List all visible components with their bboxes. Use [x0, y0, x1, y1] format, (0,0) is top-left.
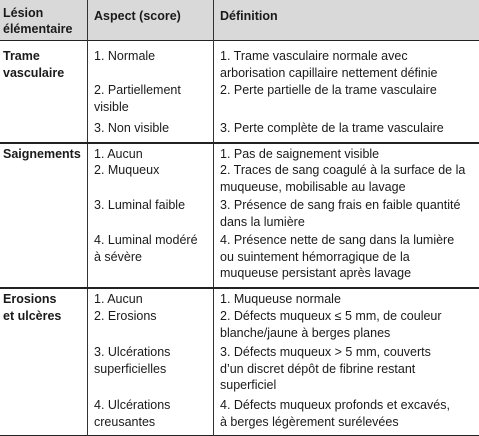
aspect-score: creusantes	[94, 414, 156, 429]
definition-text: 2. Traces de sang coagulé à la surface de la	[220, 163, 466, 177]
header-definition: Définition	[220, 9, 278, 23]
header-lesion-line2: élémentaire	[3, 22, 73, 36]
aspect-score: superficielles	[94, 361, 167, 376]
aspect-score: 3. Ulcérations	[94, 345, 171, 359]
section-divider	[0, 142, 479, 144]
section-divider	[0, 287, 479, 289]
definition-text: 2. Défects muqueux ≤ 5 mm, de couleur	[220, 309, 442, 323]
aspect-score: 1. Aucun	[94, 292, 143, 306]
definition-text: ou suintement hémorragique de la	[220, 249, 410, 264]
aspect-score: 3. Non visible	[94, 121, 170, 135]
definition-text: à berges légèrement surélevées	[220, 414, 399, 429]
lesion-label: Erosions	[3, 292, 57, 306]
definition-text: 1. Pas de saignement visible	[220, 147, 380, 161]
definition-text: 3. Présence de sang frais en faible quantité	[220, 198, 461, 212]
aspect-score: 2. Muqueux	[94, 163, 160, 177]
lesion-label: vasculaire	[3, 65, 65, 80]
definition-text: 1. Trame vasculaire normale avec	[220, 49, 408, 63]
aspect-score: 4. Ulcérations	[94, 398, 171, 412]
header-aspect: Aspect (score)	[94, 9, 181, 23]
column-divider	[87, 0, 88, 436]
aspect-score: 1. Normale	[94, 49, 156, 63]
definition-text: 3. Défects muqueux > 5 mm, couverts	[220, 345, 431, 359]
aspect-score: 2. Partiellement	[94, 83, 181, 97]
definition-text: 3. Perte complète de la trame vasculaire	[220, 121, 444, 135]
aspect-score: 4. Luminal modéré	[94, 233, 198, 247]
definition-text: 1. Muqueuse normale	[220, 292, 341, 306]
aspect-score: à sévère	[94, 249, 142, 264]
aspect-score: 1. Aucun	[94, 147, 143, 161]
definition-text: muqueuse persistant après lavage	[220, 266, 412, 280]
header-lesion-line1: Lésion	[3, 6, 44, 20]
aspect-score: 2. Erosions	[94, 309, 157, 323]
definition-text: d’un discret dépôt de fibrine restant	[220, 361, 416, 376]
aspect-score: 3. Luminal faible	[94, 198, 186, 212]
definition-text: 4. Présence nette de sang dans la lumière	[220, 233, 455, 247]
definition-text: muqueuse, mobilisable au lavage	[220, 179, 406, 194]
aspect-score: visible	[94, 99, 129, 114]
lesion-label: Saignements	[3, 147, 81, 161]
column-divider	[213, 0, 214, 436]
definition-text: 4. Défects muqueux profonds et excavés,	[220, 398, 450, 412]
definition-text: arborisation capillaire nettement définie	[220, 65, 438, 80]
definition-text: 2. Perte partielle de la trame vasculaire	[220, 83, 437, 97]
lesion-label: Trame	[3, 49, 40, 63]
definition-text: blanche/jaune à berges planes	[220, 325, 391, 340]
definition-text: superficiel	[220, 378, 277, 392]
definition-text: dans la lumière	[220, 214, 305, 229]
lesion-label: et ulcères	[3, 308, 62, 323]
